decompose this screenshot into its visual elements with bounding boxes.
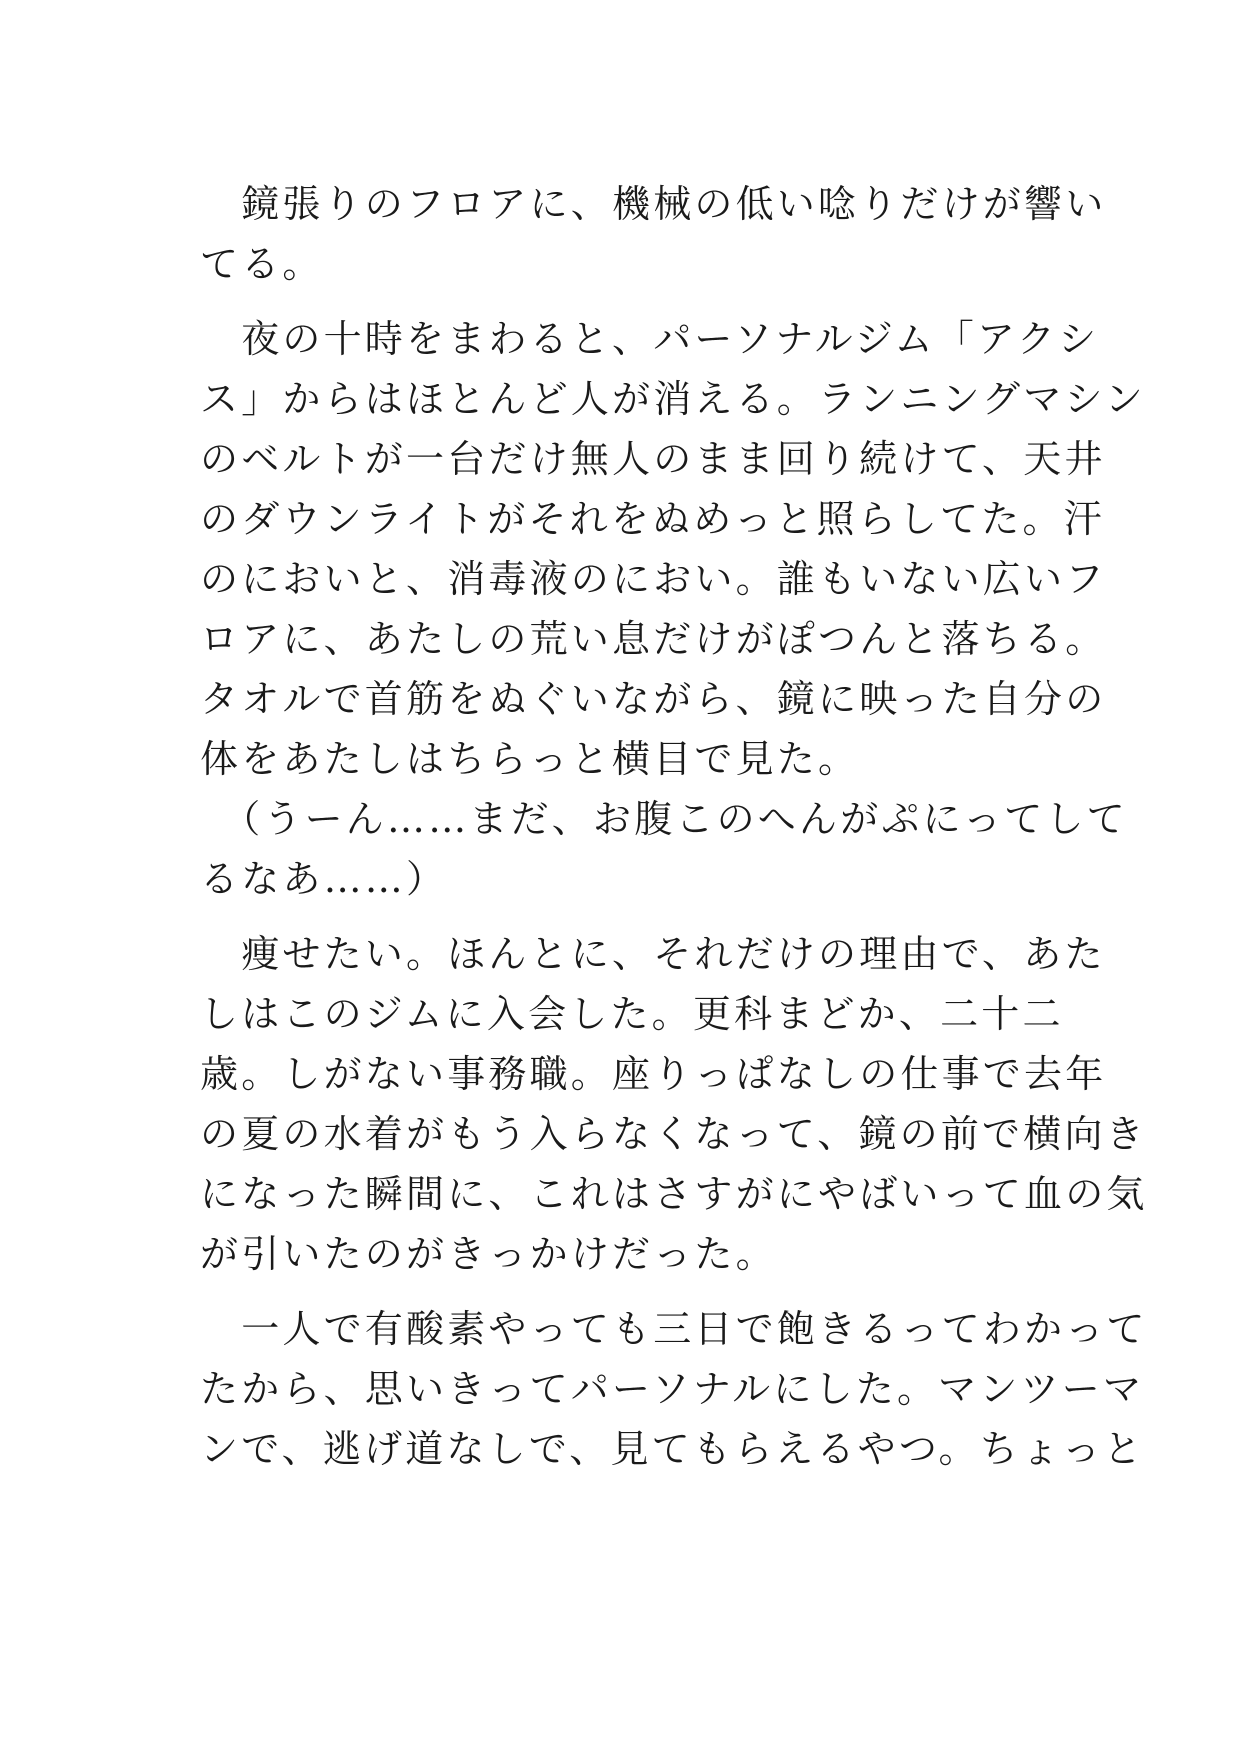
text-line: のダウンライトがそれをぬめっと照らしてた。汗 <box>200 497 1105 541</box>
text-line: るなあ……） <box>200 857 448 901</box>
text-line: てる。 <box>200 242 324 286</box>
text-line: ロアに、あたしの荒い息だけがぽつんと落ちる。 <box>200 617 1107 661</box>
text-line: たから、思いきってパーソナルにした。マンツーマ <box>200 1367 1145 1411</box>
text-line: （うーん……まだ、お腹このへんがぷにってして <box>200 797 1128 841</box>
text-line: ス」からはほとんど人が消える。ランニングマシン <box>200 377 1146 421</box>
text-line: になった瞬間に、これはさすがにやばいって血の気 <box>200 1172 1148 1216</box>
paragraph-1 <box>200 174 1107 294</box>
body-text <box>200 174 1148 1479</box>
text-line: タオルで首筋をぬぐいながら、鏡に映った自分の <box>200 677 1107 721</box>
paragraph-4 <box>200 924 1148 1284</box>
text-line: 夜の十時をまわると、パーソナルジム「アクシ <box>200 317 1100 361</box>
text-line: 鏡張りのフロアに、機械の低い唸りだけが響い <box>200 182 1107 226</box>
text-line: 痩せたい。ほんとに、それだけの理由で、あた <box>200 932 1106 976</box>
text-line: が引いたのがきっかけだった。 <box>200 1232 777 1276</box>
paragraph-2 <box>200 309 1146 789</box>
text-line: 一人で有酸素やっても三日で飽きるってわかって <box>200 1307 1148 1351</box>
text-line: 歳。しがない事務職。座りっぱなしの仕事で去年 <box>200 1052 1107 1096</box>
paragraph-3 <box>200 789 1128 909</box>
paragraph-5 <box>200 1299 1148 1479</box>
text-line: のにおいと、消毒液のにおい。誰もいない広いフ <box>200 557 1107 601</box>
text-line: のベルトが一台だけ無人のまま回り続けて、天井 <box>200 437 1106 481</box>
text-line: しはこのジムに入会した。更科まどか、二十二 <box>200 992 1064 1036</box>
text-line: 体をあたしはちらっと横目で見た。 <box>200 737 860 781</box>
text-line: ンで、逃げ道なしで、見てもらえるやつ。ちょっと <box>200 1427 1145 1471</box>
text-line: の夏の水着がもう入らなくなって、鏡の前で横向き <box>200 1112 1147 1156</box>
